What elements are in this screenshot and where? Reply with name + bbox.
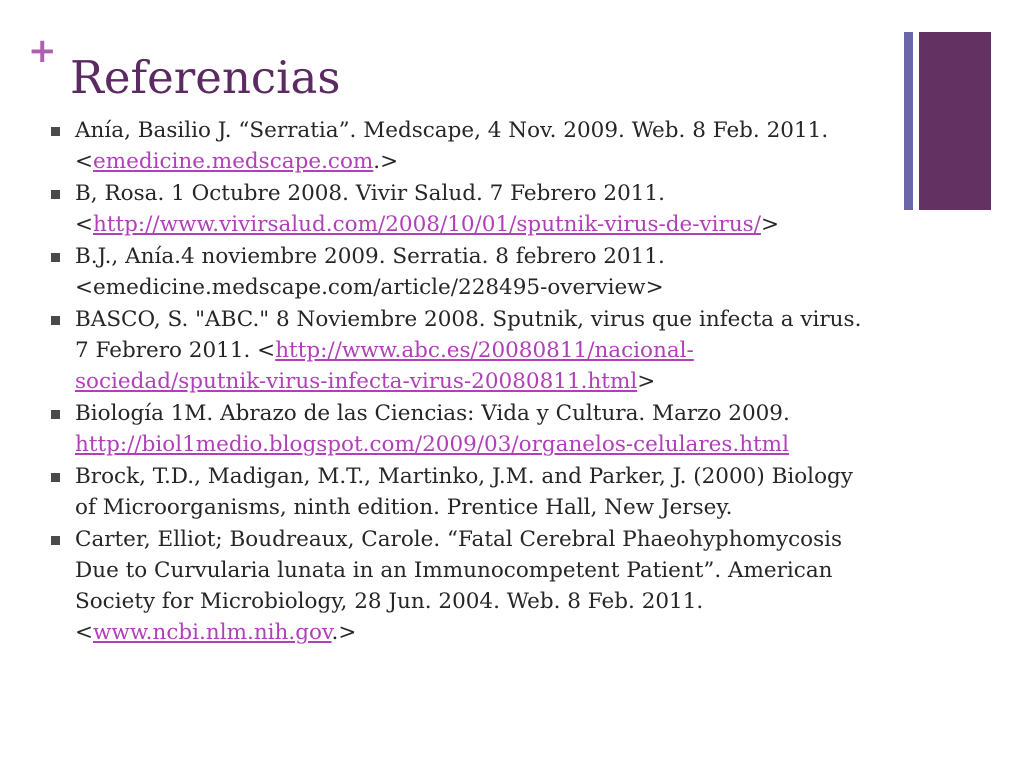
reference-text: Biología 1M. Abrazo de las Ciencias: Vida y Cultura. Marzo 2009. xyxy=(75,401,790,426)
decorative-thick-bar xyxy=(919,32,991,210)
reference-link[interactable]: http://www.abc.es/20080811/nacional-sociedad/sputnik-virus-infecta-virus-20080811.html xyxy=(75,338,694,394)
reference-item xyxy=(48,304,878,397)
reference-item xyxy=(48,461,878,523)
reference-text: Carter, Elliot; Boudreaux, Carole. “Fatal Cerebral Phaeohyphomycosis Due to Curvularia lunata in an Immunocompetent Patient”. American Society for Microbiology, 28 Jun. 2004. Web. 8 Feb. 2011. < xyxy=(75,527,843,645)
reference-text: BASCO, S. "ABC." 8 Noviembre 2008. Sputnik, virus que infecta a virus. 7 Febrero 2011. < xyxy=(75,307,862,363)
plus-icon: + xyxy=(28,31,57,71)
square-bullet-icon xyxy=(51,316,60,325)
reference-link[interactable]: http://biol1medio.blogspot.com/2009/03/organelos-celulares.html xyxy=(75,432,789,457)
square-bullet-icon xyxy=(51,410,60,419)
square-bullet-icon xyxy=(51,253,60,262)
references-list xyxy=(48,115,878,649)
reference-item xyxy=(48,398,878,460)
square-bullet-icon xyxy=(51,127,60,136)
square-bullet-icon xyxy=(51,473,60,482)
square-bullet-icon xyxy=(51,536,60,545)
reference-text-end: .> xyxy=(373,149,399,174)
reference-text: Brock, T.D., Madigan, M.T., Martinko, J.M. and Parker, J. (2000) Biology of Microorganisms, ninth edition. Prentice Hall, New Jersey. xyxy=(75,464,853,520)
reference-text-end: > xyxy=(637,369,656,394)
reference-text: Anía, Basilio J. “Serratia”. Medscape, 4 Nov. 2009. Web. 8 Feb. 2011. < xyxy=(75,118,829,174)
reference-item xyxy=(48,241,878,303)
reference-text: B.J., Anía.4 noviembre 2009. Serratia. 8 febrero 2011. <emedicine.medscape.com/article/228495-overview> xyxy=(75,244,665,300)
square-bullet-icon xyxy=(51,190,60,199)
decorative-thin-bar xyxy=(904,32,913,210)
reference-item xyxy=(48,115,878,177)
reference-item xyxy=(48,524,878,648)
slide-title: Referencias xyxy=(70,51,341,104)
reference-link[interactable]: www.ncbi.nlm.nih.gov xyxy=(93,620,332,645)
reference-text: B, Rosa. 1 Octubre 2008. Vivir Salud. 7 Febrero 2011. < xyxy=(75,181,665,237)
reference-link[interactable]: http://www.vivirsalud.com/2008/10/01/sputnik-virus-de-virus/ xyxy=(93,212,761,237)
reference-text-end: > xyxy=(760,212,779,237)
reference-item xyxy=(48,178,878,240)
reference-link[interactable]: emedicine.medscape.com xyxy=(93,149,374,174)
reference-text-end: .> xyxy=(331,620,357,645)
